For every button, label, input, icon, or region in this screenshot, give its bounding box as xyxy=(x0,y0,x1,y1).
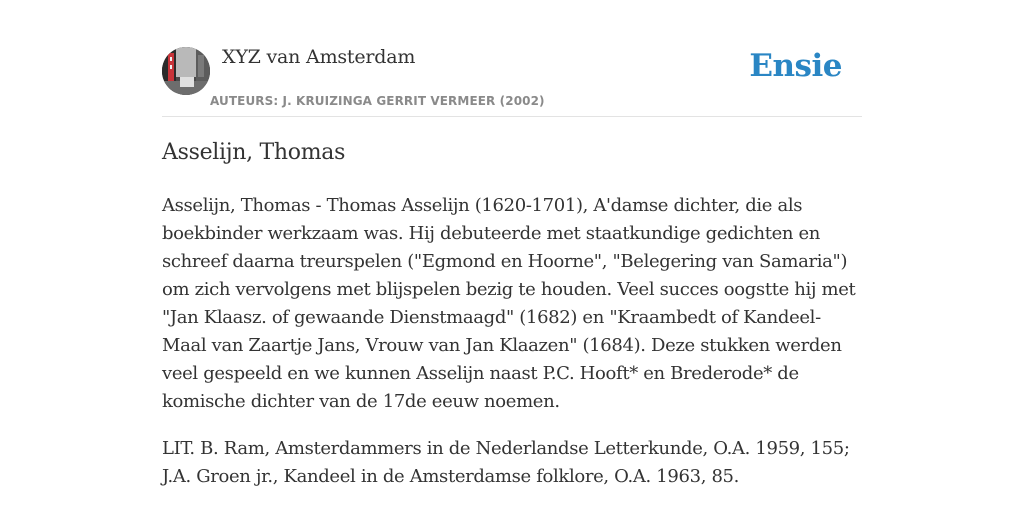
source-avatar[interactable] xyxy=(162,47,210,95)
literature-paragraph: LIT. B. Ram, Amsterdammers in de Nederlandse Letterkunde, O.A. 1959, 155; J.A. Groen jr., Kandeel in de Amsterdamse folklore, O.A. 1963, 85. xyxy=(162,438,850,487)
amsterdam-street-photo-icon xyxy=(162,47,210,95)
authors-credit: AUTEURS: J. KRUIZINGA GERRIT VERMEER (2002) xyxy=(210,94,545,108)
ensie-logo[interactable]: Ensie xyxy=(749,48,842,84)
source-title-link[interactable]: XYZ van Amsterdam xyxy=(222,46,416,68)
article-title: Asselijn, Thomas xyxy=(162,140,346,165)
article-paragraph: Asselijn, Thomas - Thomas Asselijn (1620-1701), A'damse dichter, die als boekbinder werkzaam was. Hij debuteerde met staatkundige gedichten en schreef daarna treurspelen ("Egmond en Hoorne", "Belegering van Samaria") om zich vervolgens met blijspelen bezig te houden. Veel succes oogstte hij met "Jan Klaasz. of gewaande Dienstmaagd" (1682) en "Kraambedt of Kandeel-Maal van Zaartje Jans, Vrouw van Jan Klaazen" (1684). Deze stukken werden veel gespeeld en we kunnen Asselijn naast P.C. Hooft* en Brederode* de komische dichter van de 17de eeuw noemen. xyxy=(162,195,856,412)
source-header xyxy=(162,44,862,117)
